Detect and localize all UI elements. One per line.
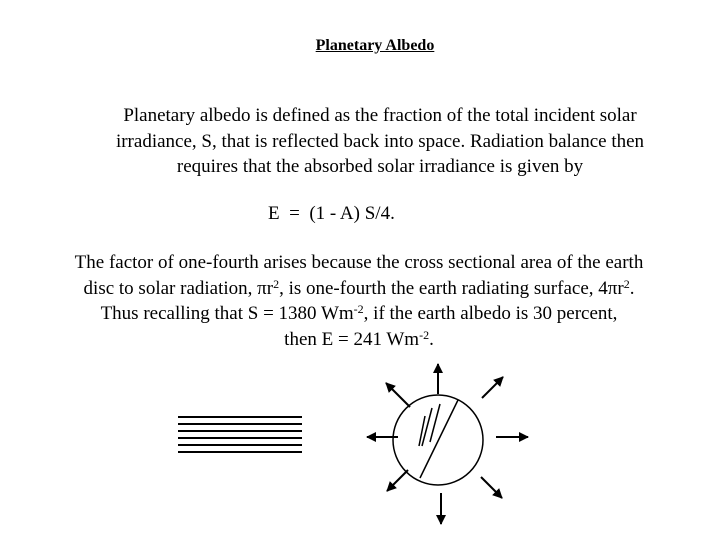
text-run: then E = 241 Wm	[284, 328, 420, 350]
superscript: -2	[419, 327, 430, 342]
text-run: Thus recalling that S = 1380 Wm	[100, 303, 354, 324]
page-title-text: Planetary Albedo	[315, 37, 435, 54]
arrow-down-left	[387, 470, 408, 491]
superscript: 2	[273, 276, 280, 291]
paragraph-line: Planetary albedo is defined as the fraction of the total incident solar	[123, 105, 637, 126]
superscript: 2	[623, 276, 630, 291]
arrow-down-right	[481, 477, 502, 498]
text-run: .	[629, 277, 635, 299]
text-run: .	[429, 328, 434, 350]
text-run: , if the earth albedo is 30 percent,	[363, 303, 618, 324]
incoming-solar-beams	[178, 417, 302, 452]
arrow-up-left	[386, 383, 410, 407]
superscript: -2	[353, 302, 364, 316]
text-run: , is one-fourth the earth radiating surface, 4πr	[279, 277, 624, 299]
text-run: disc to solar radiation, πr	[83, 277, 274, 299]
arrow-up-right	[482, 377, 503, 398]
paragraph-line: irradiance, S, that is reflected back into space. Radiation balance then	[115, 130, 645, 152]
paragraph-line: The factor of one-fourth arises because the cross sectional area of the earth	[74, 252, 644, 273]
energy-balance-equation: E = (1 - A) S/4.	[268, 203, 395, 224]
paragraph-line: requires that the absorbed solar irradiance is given by	[176, 156, 584, 177]
